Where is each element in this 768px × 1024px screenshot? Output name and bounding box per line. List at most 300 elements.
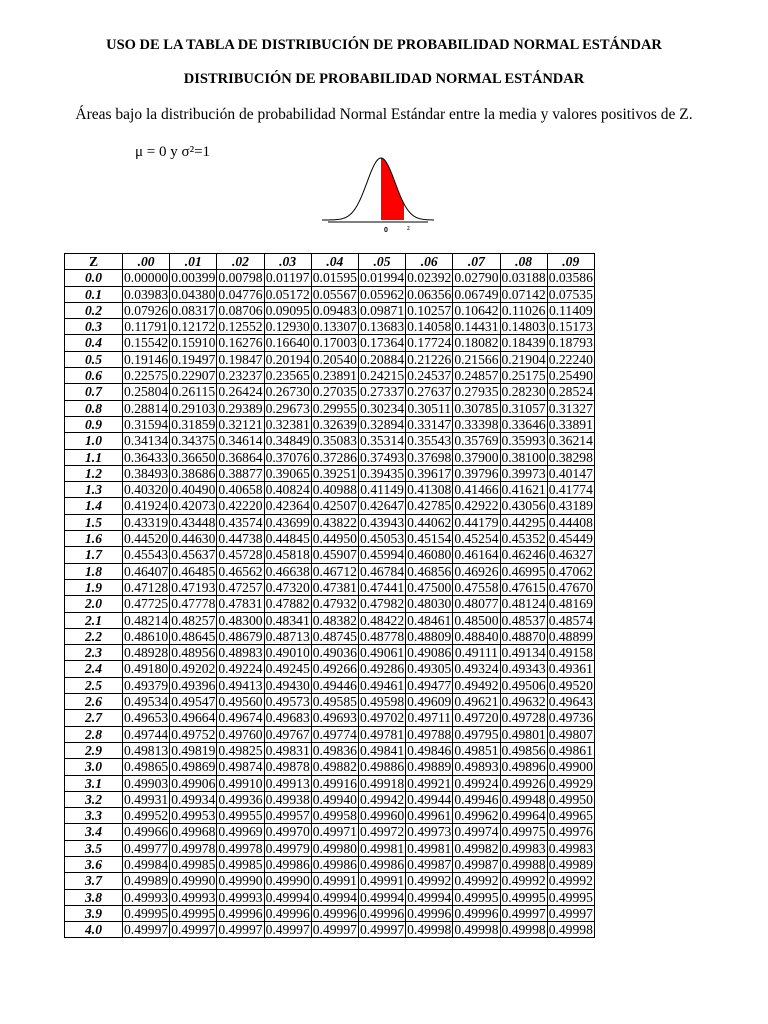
probability-cell: 0.49953 [171, 808, 216, 824]
probability-cell: 0.26424 [218, 384, 263, 400]
z-value-cell: 3.5 [65, 840, 123, 856]
probability-cell: 0.49995 [454, 889, 499, 905]
table-row [65, 335, 595, 351]
z-value-cell: 3.0 [65, 759, 123, 775]
probability-cell: 0.49994 [407, 889, 452, 905]
probability-cell: 0.46080 [407, 547, 452, 563]
probability-cell: 0.45907 [312, 547, 357, 563]
probability-cell: 0.44738 [218, 531, 263, 547]
z-value-cell: 2.2 [65, 628, 123, 644]
probability-cell: 0.49245 [265, 661, 310, 677]
table-row [65, 449, 595, 465]
probability-cell: 0.49609 [407, 694, 452, 710]
probability-cell: 0.49965 [548, 808, 593, 824]
probability-cell: 0.48809 [407, 628, 452, 644]
column-header: .03 [264, 254, 311, 270]
probability-cell: 0.49950 [548, 791, 593, 807]
probability-cell: 0.27035 [312, 384, 357, 400]
probability-cell: 0.42364 [265, 498, 310, 514]
probability-cell: 0.48169 [548, 596, 593, 612]
probability-cell: 0.18793 [548, 335, 593, 351]
probability-cell: 0.49693 [312, 710, 357, 726]
probability-cell: 0.48030 [407, 596, 452, 612]
probability-cell: 0.49893 [454, 759, 499, 775]
z-value-cell: 1.7 [65, 547, 123, 563]
table-row [65, 302, 595, 318]
z-value-cell: 3.2 [65, 791, 123, 807]
probability-cell: 0.43319 [124, 514, 169, 530]
probability-cell: 0.39617 [407, 465, 452, 481]
probability-cell: 0.49918 [359, 775, 405, 791]
probability-cell: 0.09483 [312, 302, 357, 318]
probability-cell: 0.45637 [171, 547, 216, 563]
probability-cell: 0.35314 [359, 433, 405, 449]
probability-cell: 0.49955 [218, 808, 263, 824]
probability-cell: 0.40824 [265, 482, 310, 498]
z-value-cell: 0.3 [65, 319, 123, 335]
probability-cell: 0.32381 [265, 416, 310, 432]
probability-cell: 0.49996 [312, 905, 357, 921]
probability-cell: 0.49560 [218, 694, 263, 710]
probability-cell: 0.26730 [265, 384, 310, 400]
probability-cell: 0.47670 [548, 579, 593, 595]
column-header: .07 [453, 254, 500, 270]
probability-cell: 0.37076 [265, 449, 310, 465]
table-row [65, 596, 595, 612]
probability-cell: 0.49996 [359, 905, 405, 921]
probability-cell: 0.49971 [312, 824, 357, 840]
probability-cell: 0.49632 [501, 694, 546, 710]
probability-cell: 0.46926 [454, 563, 499, 579]
probability-cell: 0.46638 [265, 563, 310, 579]
probability-cell: 0.48341 [265, 612, 310, 628]
probability-cell: 0.29103 [171, 400, 216, 416]
table-row [65, 270, 595, 286]
probability-cell: 0.04380 [171, 286, 216, 302]
table-row [65, 286, 595, 302]
probability-cell: 0.49997 [265, 922, 310, 938]
probability-cell: 0.40988 [312, 482, 357, 498]
probability-cell: 0.49992 [548, 873, 593, 889]
table-row [65, 808, 595, 824]
probability-cell: 0.21904 [501, 351, 546, 367]
probability-cell: 0.47558 [454, 579, 499, 595]
probability-cell: 0.49936 [218, 791, 263, 807]
table-row [65, 922, 595, 938]
probability-cell: 0.49361 [548, 661, 593, 677]
probability-cell: 0.49903 [124, 775, 169, 791]
probability-cell: 0.49886 [359, 759, 405, 775]
probability-cell: 0.49158 [548, 645, 593, 661]
probability-cell: 0.47193 [171, 579, 216, 595]
probability-cell: 0.38100 [501, 449, 546, 465]
table-row [65, 465, 595, 481]
probability-cell: 0.49506 [501, 677, 546, 693]
probability-cell: 0.48574 [548, 612, 593, 628]
probability-cell: 0.43943 [359, 514, 405, 530]
probability-cell: 0.49998 [407, 922, 452, 938]
probability-cell: 0.07926 [124, 302, 169, 318]
probability-cell: 0.49942 [359, 791, 405, 807]
probability-cell: 0.49774 [312, 726, 357, 742]
probability-cell: 0.49825 [218, 742, 263, 758]
probability-cell: 0.49744 [124, 726, 169, 742]
probability-cell: 0.32894 [359, 416, 405, 432]
probability-cell: 0.06356 [407, 286, 452, 302]
probability-cell: 0.49931 [124, 791, 169, 807]
table-row [65, 482, 595, 498]
probability-cell: 0.49621 [454, 694, 499, 710]
probability-cell: 0.40320 [124, 482, 169, 498]
probability-cell: 0.49788 [407, 726, 452, 742]
probability-cell: 0.49994 [359, 889, 405, 905]
probability-cell: 0.49921 [407, 775, 452, 791]
table-row [65, 563, 595, 579]
probability-cell: 0.39251 [312, 465, 357, 481]
probability-cell: 0.49869 [171, 759, 216, 775]
probability-cell: 0.24537 [407, 368, 452, 384]
probability-cell: 0.49997 [124, 922, 169, 938]
probability-cell: 0.15173 [548, 319, 593, 335]
probability-cell: 0.22575 [124, 368, 169, 384]
shaded-area [381, 158, 404, 220]
probability-cell: 0.49585 [312, 694, 357, 710]
probability-cell: 0.42220 [218, 498, 263, 514]
probability-cell: 0.43056 [501, 498, 546, 514]
probability-cell: 0.49224 [218, 661, 263, 677]
probability-cell: 0.49994 [312, 889, 357, 905]
z-value-cell: 3.7 [65, 873, 123, 889]
probability-cell: 0.49430 [265, 677, 310, 693]
z-value-cell: 1.4 [65, 498, 123, 514]
probability-cell: 0.49807 [548, 726, 593, 742]
probability-cell: 0.49202 [171, 661, 216, 677]
z-value-cell: 1.8 [65, 563, 123, 579]
probability-cell: 0.01994 [359, 270, 405, 286]
probability-cell: 0.30785 [454, 400, 499, 416]
probability-cell: 0.05962 [359, 286, 405, 302]
probability-cell: 0.46407 [124, 563, 169, 579]
probability-cell: 0.49674 [218, 710, 263, 726]
probability-cell: 0.47320 [265, 579, 310, 595]
probability-cell: 0.49987 [407, 856, 452, 872]
z-value-cell: 2.9 [65, 742, 123, 758]
probability-cell: 0.42647 [359, 498, 405, 514]
table-row [65, 726, 595, 742]
probability-cell: 0.01595 [312, 270, 357, 286]
table-row [65, 791, 595, 807]
probability-cell: 0.48300 [218, 612, 263, 628]
probability-cell: 0.21226 [407, 351, 452, 367]
probability-cell: 0.49998 [454, 922, 499, 938]
probability-cell: 0.49643 [548, 694, 593, 710]
normal-curve-figure [318, 150, 438, 234]
probability-cell: 0.12172 [171, 319, 216, 335]
probability-cell: 0.28524 [548, 384, 593, 400]
table-row [65, 824, 595, 840]
probability-cell: 0.17724 [407, 335, 452, 351]
probability-cell: 0.35769 [454, 433, 499, 449]
probability-cell: 0.49910 [218, 775, 263, 791]
probability-cell: 0.47062 [548, 563, 593, 579]
probability-cell: 0.49492 [454, 677, 499, 693]
probability-cell: 0.49111 [453, 645, 500, 661]
probability-cell: 0.48899 [548, 628, 593, 644]
table-row [65, 628, 595, 644]
probability-cell: 0.49795 [454, 726, 499, 742]
column-header: .00 [123, 254, 170, 270]
probability-cell: 0.49984 [124, 856, 169, 872]
probability-cell: 0.47882 [265, 596, 310, 612]
probability-cell: 0.28230 [501, 384, 546, 400]
probability-cell: 0.49969 [218, 824, 263, 840]
probability-cell: 0.14058 [407, 319, 452, 335]
z-value-cell: 3.6 [65, 856, 123, 872]
probability-cell: 0.12552 [218, 319, 263, 335]
probability-cell: 0.49970 [265, 824, 310, 840]
probability-cell: 0.46856 [407, 563, 452, 579]
probability-cell: 0.46327 [548, 547, 593, 563]
probability-cell: 0.38298 [548, 449, 593, 465]
label-zero: 0 [384, 227, 388, 234]
probability-cell: 0.49976 [548, 824, 593, 840]
probability-cell: 0.20194 [265, 351, 310, 367]
table-row [65, 742, 595, 758]
probability-cell: 0.44845 [265, 531, 310, 547]
probability-cell: 0.45449 [548, 531, 593, 547]
probability-cell: 0.13683 [359, 319, 405, 335]
probability-cell: 0.49878 [265, 759, 310, 775]
probability-cell: 0.49944 [407, 791, 452, 807]
probability-cell: 0.31327 [548, 400, 593, 416]
table-row [65, 384, 595, 400]
probability-cell: 0.49683 [265, 710, 310, 726]
probability-cell: 0.49992 [407, 873, 452, 889]
probability-cell: 0.49534 [124, 694, 169, 710]
probability-cell: 0.27337 [359, 384, 405, 400]
probability-cell: 0.37286 [312, 449, 357, 465]
probability-cell: 0.36214 [548, 433, 593, 449]
probability-cell: 0.35083 [312, 433, 357, 449]
probability-cell: 0.49998 [501, 922, 546, 938]
probability-cell: 0.47128 [124, 579, 169, 595]
probability-cell: 0.00399 [171, 270, 216, 286]
table-row [65, 433, 595, 449]
probability-cell: 0.49992 [454, 873, 499, 889]
z-value-cell: 0.2 [65, 302, 123, 318]
probability-cell: 0.49973 [407, 824, 452, 840]
probability-cell: 0.49913 [265, 775, 310, 791]
probability-cell: 0.17364 [359, 335, 405, 351]
probability-cell: 0.39065 [265, 465, 310, 481]
probability-cell: 0.14431 [454, 319, 499, 335]
probability-cell: 0.07535 [548, 286, 593, 302]
probability-cell: 0.21566 [454, 351, 499, 367]
probability-cell: 0.10257 [407, 302, 452, 318]
probability-cell: 0.49990 [218, 873, 263, 889]
probability-cell: 0.49994 [265, 889, 310, 905]
probability-cell: 0.19497 [171, 351, 216, 367]
probability-cell: 0.34614 [218, 433, 263, 449]
probability-cell: 0.48077 [454, 596, 499, 612]
table-row [65, 579, 595, 595]
label-z: z [407, 226, 410, 232]
probability-cell: 0.29955 [312, 400, 357, 416]
probability-cell: 0.45728 [218, 547, 263, 563]
probability-cell: 0.49831 [265, 742, 310, 758]
probability-cell: 0.48610 [124, 628, 169, 644]
probability-cell: 0.49305 [407, 661, 452, 677]
probability-cell: 0.11791 [124, 319, 168, 335]
probability-cell: 0.49992 [501, 873, 546, 889]
probability-cell: 0.49981 [407, 840, 452, 856]
probability-cell: 0.49985 [171, 856, 216, 872]
probability-cell: 0.49990 [171, 873, 216, 889]
probability-cell: 0.26115 [171, 384, 216, 400]
probability-cell: 0.09095 [265, 302, 310, 318]
probability-cell: 0.49975 [501, 824, 546, 840]
probability-cell: 0.49896 [501, 759, 546, 775]
probability-cell: 0.49974 [454, 824, 499, 840]
column-header: .09 [547, 254, 594, 270]
probability-cell: 0.37698 [407, 449, 452, 465]
probability-cell: 0.49813 [124, 742, 169, 758]
probability-cell: 0.00000 [124, 270, 169, 286]
probability-cell: 0.41774 [548, 482, 593, 498]
probability-cell: 0.49324 [454, 661, 499, 677]
probability-cell: 0.49997 [171, 922, 216, 938]
probability-cell: 0.08317 [171, 302, 216, 318]
table-row [65, 873, 595, 889]
probability-cell: 0.48870 [501, 628, 546, 644]
probability-cell: 0.25804 [124, 384, 169, 400]
probability-cell: 0.46995 [501, 563, 546, 579]
probability-cell: 0.47932 [312, 596, 357, 612]
probability-cell: 0.49978 [171, 840, 216, 856]
z-value-cell: 1.2 [65, 465, 123, 481]
probability-cell: 0.49781 [359, 726, 405, 742]
column-header: .04 [311, 254, 358, 270]
probability-cell: 0.49993 [218, 889, 263, 905]
probability-cell: 0.49995 [124, 905, 169, 921]
table-row [65, 531, 595, 547]
probability-cell: 0.49986 [265, 856, 310, 872]
table-row [65, 856, 595, 872]
probability-cell: 0.17003 [312, 335, 357, 351]
probability-cell: 0.38493 [124, 465, 169, 481]
probability-cell: 0.22907 [171, 368, 216, 384]
probability-cell: 0.47831 [218, 596, 263, 612]
probability-cell: 0.49900 [548, 759, 593, 775]
z-value-cell: 1.9 [65, 579, 123, 595]
probability-cell: 0.49938 [265, 791, 310, 807]
probability-cell: 0.29673 [265, 400, 310, 416]
probability-cell: 0.49343 [501, 661, 546, 677]
table-body [65, 270, 595, 938]
table-row [65, 400, 595, 416]
probability-cell: 0.49889 [407, 759, 452, 775]
probability-cell: 0.47441 [359, 579, 405, 595]
probability-cell: 0.40147 [548, 465, 593, 481]
probability-cell: 0.01197 [265, 270, 310, 286]
probability-cell: 0.48778 [359, 628, 405, 644]
probability-cell: 0.35993 [501, 433, 546, 449]
probability-cell: 0.49180 [124, 661, 169, 677]
probability-cell: 0.48537 [501, 612, 546, 628]
probability-cell: 0.32639 [312, 416, 357, 432]
probability-cell: 0.13307 [312, 319, 357, 335]
probability-cell: 0.41621 [501, 482, 546, 498]
probability-cell: 0.42785 [407, 498, 452, 514]
probability-cell: 0.47725 [124, 596, 169, 612]
probability-cell: 0.05567 [312, 286, 357, 302]
z-value-cell: 4.0 [65, 922, 123, 938]
probability-cell: 0.32121 [218, 416, 263, 432]
probability-cell: 0.49134 [501, 645, 546, 661]
probability-cell: 0.30511 [407, 400, 452, 416]
probability-cell: 0.02790 [454, 270, 499, 286]
bell-curve [322, 158, 434, 220]
probability-cell: 0.49946 [454, 791, 499, 807]
probability-cell: 0.49547 [171, 694, 216, 710]
probability-cell: 0.49995 [171, 905, 216, 921]
probability-cell: 0.49086 [407, 645, 452, 661]
probability-cell: 0.49934 [171, 791, 216, 807]
probability-cell: 0.39796 [454, 465, 499, 481]
probability-cell: 0.34849 [265, 433, 310, 449]
probability-cell: 0.49948 [501, 791, 546, 807]
probability-cell: 0.43189 [548, 498, 593, 514]
probability-cell: 0.49996 [454, 905, 499, 921]
probability-cell: 0.49988 [501, 856, 546, 872]
z-value-cell: 2.5 [65, 677, 123, 693]
column-header: .05 [358, 254, 405, 270]
probability-cell: 0.46562 [218, 563, 263, 579]
probability-cell: 0.49926 [501, 775, 546, 791]
z-value-cell: 2.7 [65, 710, 123, 726]
probability-cell: 0.14803 [501, 319, 546, 335]
probability-cell: 0.12930 [265, 319, 310, 335]
probability-cell: 0.49981 [359, 840, 405, 856]
probability-cell: 0.49702 [359, 710, 405, 726]
probability-cell: 0.44062 [407, 514, 452, 530]
probability-cell: 0.49924 [454, 775, 499, 791]
z-value-cell: 0.8 [65, 400, 123, 416]
probability-cell: 0.49996 [265, 905, 310, 921]
probability-cell: 0.23237 [218, 368, 263, 384]
probability-cell: 0.49520 [548, 677, 593, 693]
probability-cell: 0.49977 [124, 840, 169, 856]
probability-cell: 0.49997 [501, 905, 546, 921]
probability-cell: 0.42073 [171, 498, 216, 514]
probability-cell: 0.48745 [312, 628, 357, 644]
probability-cell: 0.23891 [312, 368, 357, 384]
probability-cell: 0.49396 [171, 677, 216, 693]
probability-cell: 0.49985 [218, 856, 263, 872]
probability-cell: 0.09871 [359, 302, 405, 318]
probability-cell: 0.49010 [265, 645, 310, 661]
probability-cell: 0.45053 [359, 531, 405, 547]
probability-cell: 0.49836 [312, 742, 357, 758]
probability-cell: 0.45154 [407, 531, 452, 547]
probability-cell: 0.39973 [501, 465, 546, 481]
table-row [65, 775, 595, 791]
probability-cell: 0.00798 [218, 270, 263, 286]
probability-cell: 0.33646 [501, 416, 546, 432]
probability-cell: 0.24215 [359, 368, 405, 384]
probability-cell: 0.04776 [218, 286, 263, 302]
probability-cell: 0.49664 [171, 710, 216, 726]
